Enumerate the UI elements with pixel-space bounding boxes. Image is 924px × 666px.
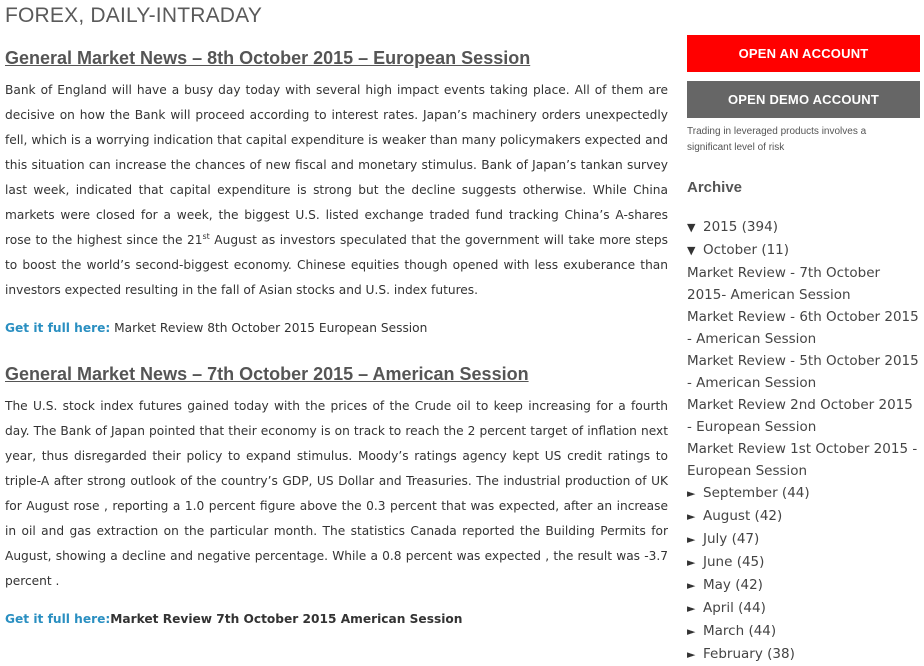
archive-post-link[interactable]: Market Review 1st October 2015 - European Session <box>687 441 918 479</box>
archive-month-february[interactable] <box>687 643 920 666</box>
post-1-full-label[interactable]: Get it full here: <box>5 321 111 335</box>
post-1-title[interactable]: General Market News – 8th October 2015 – European Session <box>5 48 531 68</box>
archive-month-label[interactable]: April <box>703 600 734 616</box>
archive-month-count: (42) <box>735 577 763 593</box>
archive-month-label[interactable]: February <box>703 646 763 662</box>
archive-month-label[interactable]: June <box>703 554 733 570</box>
archive-month-july[interactable] <box>687 528 920 551</box>
main-content <box>5 44 668 629</box>
sidebar <box>687 35 920 666</box>
triangle-right-icon[interactable]: ► <box>687 625 696 638</box>
archive-month-october[interactable] <box>687 239 920 262</box>
archive-month-count: (44) <box>738 600 766 616</box>
page-title: FOREX, DAILY-INTRADAY <box>5 4 263 27</box>
post-2-body: The U.S. stock index futures gained today with the prices of the Crude oil to keep increasing for a fourth day. The Bank of Japan pointed that their economy is on track to reach the 2 percent target of inflation next year, thus disregarded their policy to expand stimulus. Moody’s ratings agency kept US credit ratings to triple-A after strong outlook of the country’s GDP, US Dollar and Treasuries. The industrial production of UK for August rose , reporting a 1.0 percent figure above the 0.3 percent that was expected, after an increase in oil and gas extraction on the particular month. The statistics Canada reported the Building Permits for August, showing a decline and negative percentage. While a 0.8 percent was expected , the result was -3.7 percent . <box>5 399 668 588</box>
post-1-full-link-row <box>5 318 668 338</box>
triangle-right-icon[interactable]: ► <box>687 579 696 592</box>
archive-month-label[interactable]: March <box>703 623 745 639</box>
archive-month-count: (45) <box>736 554 765 570</box>
archive-month-label[interactable]: May <box>703 577 731 593</box>
risk-warning: Trading in leveraged products involves a significant level of risk <box>687 126 867 153</box>
post-1-full-link[interactable]: Market Review 8th October 2015 European Session <box>110 321 428 335</box>
archive-month-june[interactable] <box>687 551 920 574</box>
post-1-body <box>5 78 668 303</box>
archive-post-link[interactable]: Market Review - 7th October 2015- American Session <box>687 265 881 303</box>
archive-month-count: (11) <box>761 242 790 258</box>
post-1-body-part-2: August as investors speculated that the government will take more steps to boost the world’s second-biggest economy. Chinese equities though opened with less exuberance than investors expected resulting in the fall of Asian stocks and U.S. index futures. <box>5 233 668 297</box>
open-account-button[interactable]: OPEN AN ACCOUNT <box>687 35 920 72</box>
archive-month-march[interactable] <box>687 620 920 643</box>
triangle-down-icon[interactable]: ▼ <box>687 221 696 234</box>
archive-year-2015[interactable] <box>687 216 920 239</box>
archive-post-link[interactable]: Market Review 2nd October 2015 - European Session <box>687 397 913 435</box>
triangle-right-icon[interactable]: ► <box>687 487 696 500</box>
archive-month-september[interactable] <box>687 482 920 505</box>
post-1 <box>5 44 668 338</box>
triangle-right-icon[interactable]: ► <box>687 533 696 546</box>
archive-year-label[interactable]: 2015 <box>703 219 738 235</box>
post-2-full-label[interactable]: Get it full here: <box>5 612 111 626</box>
archive-month-august[interactable] <box>687 505 920 528</box>
triangle-right-icon[interactable]: ► <box>687 556 696 569</box>
post-1-body-sup: st <box>202 231 210 241</box>
archive-month-count: (38) <box>767 646 795 662</box>
archive-month-may[interactable] <box>687 574 920 597</box>
post-2-full-link-row <box>5 609 668 629</box>
archive-month-label[interactable]: October <box>703 242 758 258</box>
archive-list <box>687 216 920 666</box>
archive-month-count: (47) <box>731 531 760 547</box>
triangle-right-icon[interactable]: ► <box>687 510 696 523</box>
archive-month-count: (42) <box>754 508 783 524</box>
archive-month-label[interactable]: August <box>703 508 751 524</box>
archive-month-april[interactable] <box>687 597 920 620</box>
post-2 <box>5 360 668 629</box>
archive-month-count: (44) <box>781 485 810 501</box>
post-2-title[interactable]: General Market News – 7th October 2015 – American Session <box>5 364 529 384</box>
triangle-right-icon[interactable]: ► <box>687 602 696 615</box>
archive-post-link[interactable]: Market Review - 6th October 2015 - American Session <box>687 309 919 347</box>
archive-month-count: (44) <box>748 623 777 639</box>
archive-month-label[interactable]: July <box>703 531 728 547</box>
archive-month-label[interactable]: September <box>703 485 778 501</box>
triangle-down-icon[interactable]: ▼ <box>687 244 696 257</box>
archive-year-count: (394) <box>741 219 778 235</box>
archive-heading: Archive <box>687 179 743 196</box>
post-2-full-link[interactable]: Market Review 7th October 2015 American Session <box>110 612 463 626</box>
triangle-right-icon[interactable]: ► <box>687 648 696 661</box>
archive-post-link[interactable]: Market Review - 5th October 2015 - American Session <box>687 353 919 391</box>
post-1-body-part-1: Bank of England will have a busy day today with several high impact events taking place. All of them are decisive on how the Bank will proceed according to interest rates. Japan’s machinery orders unexpectedly fell, which is a worrying indication that capital expenditure is weaker than many policymakers expected and this situation can increase the chances of new fiscal and monetary stimulus. Bank of Japan’s tankan survey last week, indicated that capital expenditure is strong but the decline suggests otherwise. While China markets were closed for a week, the biggest U.S. listed exchange traded fund tracking China’s A-shares rose to the highest since the 21 <box>5 83 668 247</box>
open-demo-account-button[interactable]: OPEN DEMO ACCOUNT <box>687 81 920 118</box>
